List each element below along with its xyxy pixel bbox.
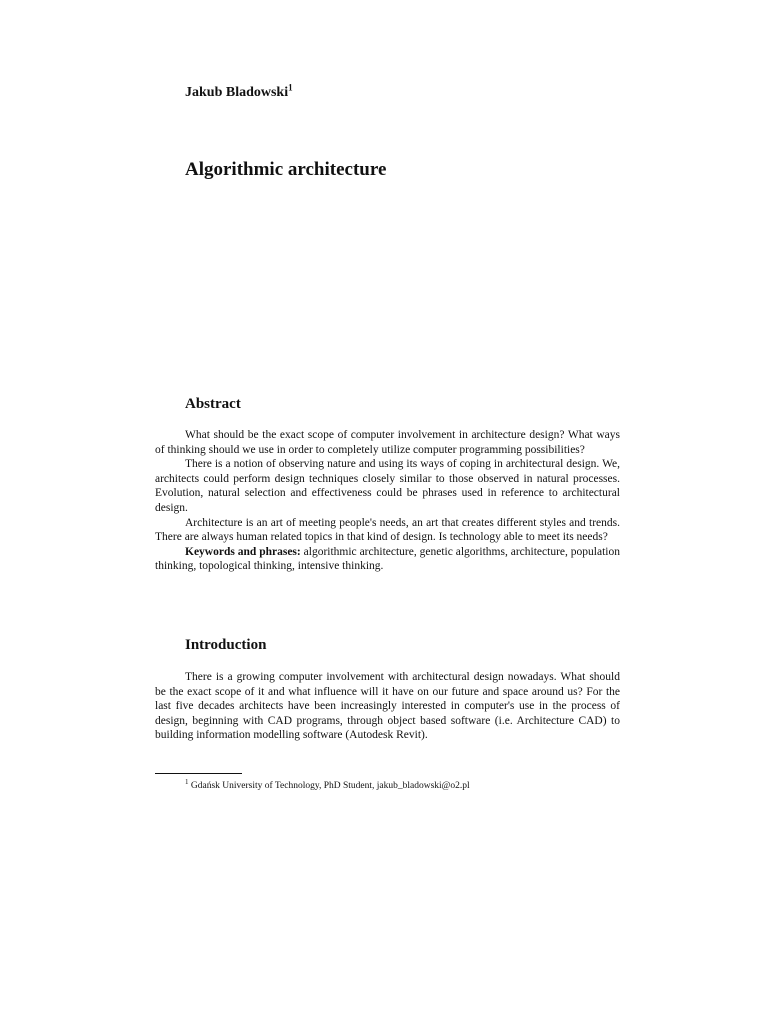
- footnote: [185, 777, 470, 793]
- abstract-body: [155, 428, 620, 574]
- footnote-divider: [155, 773, 242, 774]
- author-name-text: Jakub Bladowski: [185, 85, 289, 100]
- introduction-body: [155, 670, 620, 743]
- keywords-text: algorithmic architecture, genetic algorithms, architecture, population thinking, topological thinking, intensive thinking.: [155, 545, 620, 573]
- keywords-paragraph: [155, 545, 620, 574]
- abstract-paragraph: There is a notion of observing nature and using its ways of coping in architectural design. We, architects could perform design techniques closely similar to those observed in natural processes. Evolution, natural selection and effectiveness could be phrases used in reference to architectural design.: [155, 458, 620, 514]
- introduction-heading: Introduction: [185, 637, 267, 653]
- footnote-text: Gdańsk University of Technology, PhD Student, jakub_bladowski@o2.pl: [188, 781, 470, 791]
- keywords-label: Keywords and phrases:: [185, 545, 301, 558]
- author-footnote-mark: 1: [288, 82, 293, 93]
- abstract-paragraph: What should be the exact scope of computer involvement in architecture design? What ways of thinking should we use in order to completely utilize computer programming possibilities?: [155, 429, 620, 456]
- introduction-paragraph: There is a growing computer involvement with architectural design nowadays. What should be the exact scope of it and what influence will it have on our future and space around us? For the last five decades architects have been increasingly interested in computer's use in the process of design, beginning with CAD programs, through object based software (i.e. Architecture CAD) to building information modelling software (Autodesk Revit).: [155, 671, 620, 742]
- footnote-mark: 1: [185, 777, 189, 786]
- abstract-paragraph: Architecture is an art of meeting people's needs, an art that creates different styles and trends. There are always human related topics in that kind of design. Is technology able to meet its needs?: [155, 516, 620, 544]
- paper-title: Algorithmic architecture: [185, 159, 387, 180]
- abstract-heading: Abstract: [185, 396, 241, 412]
- author-name: [185, 84, 293, 102]
